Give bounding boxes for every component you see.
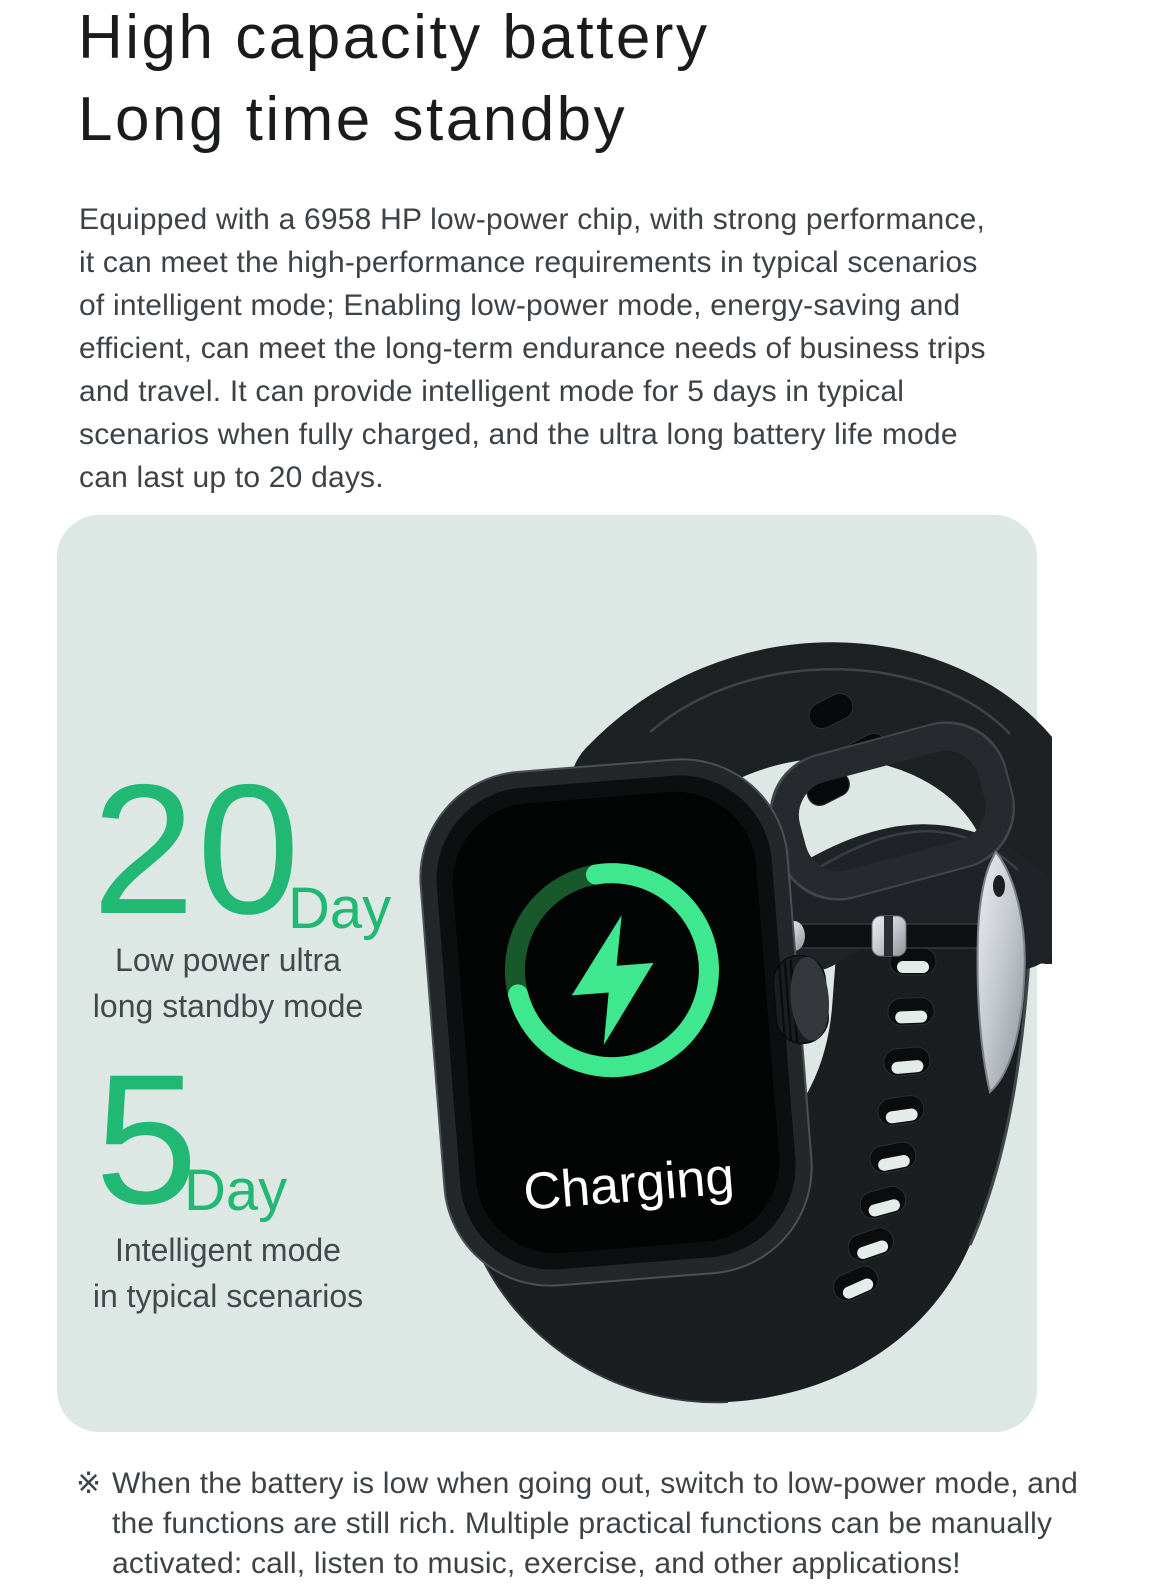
page-title-line-2: Long time standby xyxy=(78,85,628,154)
page-title-line-1: High capacity battery xyxy=(78,3,710,72)
charging-status-text: Charging xyxy=(521,1147,737,1222)
footnote-line: activated: call, listen to music, exercise, and other applications! xyxy=(112,1547,961,1580)
intelligent-label-line-1: Intelligent mode xyxy=(115,1232,341,1268)
smartwatch-image xyxy=(392,610,1052,1440)
standby-label-line-1: Low power ultra xyxy=(115,942,341,978)
description-line: efficient, can meet the long-term endurance needs of business trips xyxy=(79,332,986,365)
intelligent-days-value: 5 xyxy=(95,1037,200,1243)
footnote-line: the functions are still rich. Multiple practical functions can be manually xyxy=(112,1507,1053,1540)
description-line: can last up to 20 days. xyxy=(79,461,384,494)
standby-days-value: 20 xyxy=(92,747,302,953)
watch-case xyxy=(412,751,819,1293)
footnote-line: When the battery is low when going out, switch to low-power mode, and xyxy=(112,1467,1078,1500)
intelligent-days-unit: Day xyxy=(184,1158,288,1223)
standby-label-line-2: long standby mode xyxy=(92,988,364,1024)
description-line: Equipped with a 6958 HP low-power chip, with strong performance, xyxy=(79,203,986,236)
intelligent-label-line-2: in typical scenarios xyxy=(92,1278,364,1314)
description-line: it can meet the high-performance requirements in typical scenarios xyxy=(79,246,978,279)
description-line: and travel. It can provide intelligent mode for 5 days in typical xyxy=(79,375,905,408)
footnote-marker: ※ xyxy=(76,1467,102,1500)
description-line: scenarios when fully charged, and the ultra long battery life mode xyxy=(79,418,958,451)
description-line: of intelligent mode; Enabling low-power mode, energy-saving and xyxy=(79,289,961,322)
standby-days-unit: Day xyxy=(288,876,392,941)
